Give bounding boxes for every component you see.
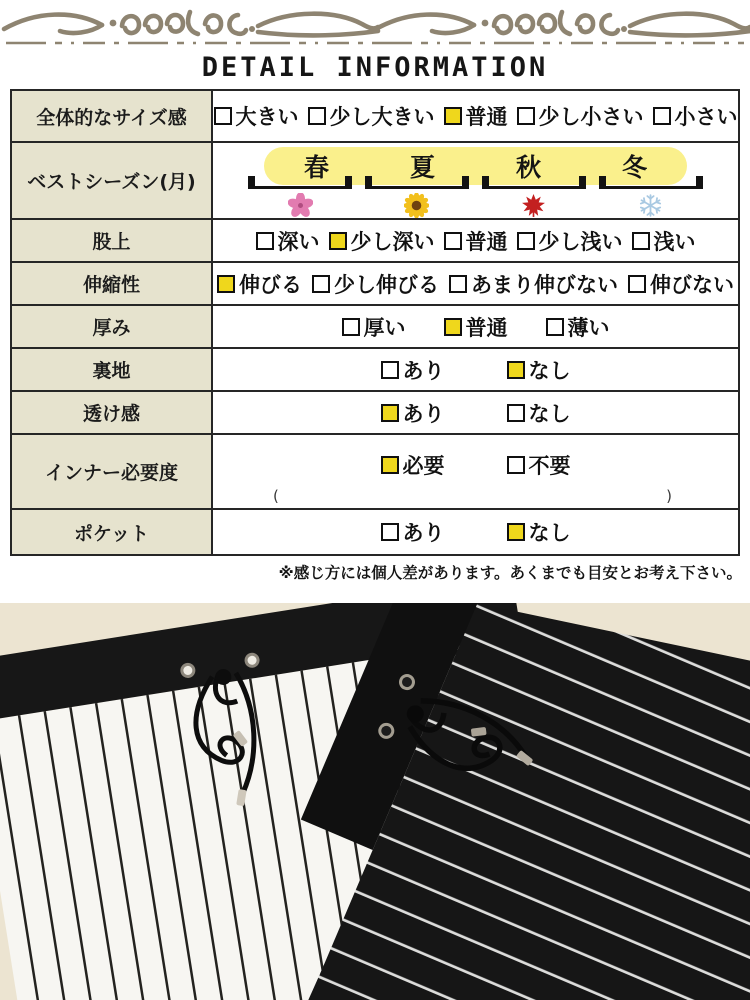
- checkbox-unchecked-icon: [342, 318, 360, 336]
- season-range-bracket: [248, 176, 352, 189]
- option-label: 普通: [465, 229, 508, 254]
- option-item: [517, 226, 623, 256]
- empty-note-parens: [273, 487, 672, 505]
- row-header: 透け感: [11, 391, 212, 434]
- checkbox-checked-icon: [381, 456, 399, 474]
- table-row: [11, 305, 739, 348]
- checkbox-unchecked-icon: [517, 107, 535, 125]
- detail-table: [10, 89, 740, 556]
- option-label: 不要: [528, 453, 571, 478]
- striped-pants-photo: [0, 603, 750, 1000]
- sunflower-icon: [365, 192, 469, 218]
- table-row: [11, 391, 739, 434]
- row-value-cell: [212, 305, 739, 348]
- row-value-cell: [212, 219, 739, 262]
- checkbox-unchecked-icon: [312, 275, 330, 293]
- checkbox-unchecked-icon: [507, 456, 525, 474]
- checkbox-checked-icon: [381, 404, 399, 422]
- row-value-cell: [212, 391, 739, 434]
- option-label: 必要: [402, 453, 445, 478]
- page-title: DETAIL INFORMATION: [201, 52, 549, 83]
- season-range-bracket: [482, 176, 586, 189]
- option-label: 深い: [277, 229, 320, 254]
- options-group: [217, 517, 734, 547]
- row-header: ポケット: [11, 509, 212, 555]
- checkbox-unchecked-icon: [256, 232, 274, 250]
- checkbox-unchecked-icon: [653, 107, 671, 125]
- checkbox-unchecked-icon: [546, 318, 564, 336]
- row-value-cell: [212, 90, 739, 142]
- option-label: あり: [402, 401, 445, 426]
- option-label: あり: [402, 521, 445, 545]
- options-group: [217, 101, 738, 131]
- option-label: 普通: [465, 105, 508, 129]
- option-item: [444, 101, 508, 131]
- option-item: [628, 269, 734, 299]
- option-label: 普通: [465, 315, 508, 340]
- table-row: [11, 219, 739, 262]
- option-label: 少し大きい: [329, 105, 435, 129]
- option-item: [632, 226, 696, 256]
- checkbox-unchecked-icon: [507, 404, 525, 422]
- row-value-cell: [212, 434, 739, 509]
- option-label: 小さい: [674, 105, 738, 129]
- row-header: 厚み: [11, 305, 212, 348]
- table-row: [11, 90, 739, 142]
- checkbox-checked-icon: [217, 275, 235, 293]
- table-row: [11, 434, 739, 509]
- option-item: [381, 450, 445, 480]
- row-header: 伸縮性: [11, 262, 212, 305]
- option-label: 伸びない: [650, 272, 734, 297]
- season-range-bracket: [365, 176, 469, 189]
- checkbox-unchecked-icon: [449, 275, 467, 293]
- option-item: [507, 398, 571, 428]
- footnote: ※感じ方には個人差があります。あくまでも目安とお考え下さい。: [278, 564, 742, 582]
- row-header: インナー必要度: [11, 434, 212, 509]
- option-item: [381, 517, 445, 547]
- option-item: [517, 101, 644, 131]
- table-row: [11, 262, 739, 305]
- option-label: 厚い: [363, 315, 406, 340]
- paren-close: ): [666, 487, 672, 505]
- checkbox-checked-icon: [444, 318, 462, 336]
- row-value-cell: [212, 262, 739, 305]
- option-label: 少し伸びる: [334, 272, 439, 297]
- checkbox-unchecked-icon: [381, 523, 399, 541]
- option-label: 少し深い: [350, 229, 435, 254]
- option-item: [342, 312, 406, 342]
- option-item: [217, 269, 302, 299]
- row-value-cell: [212, 509, 739, 555]
- checkbox-unchecked-icon: [381, 361, 399, 379]
- option-label: 浅い: [653, 229, 696, 254]
- option-label: 薄い: [567, 315, 610, 340]
- option-item: [214, 101, 299, 131]
- option-item: [507, 450, 571, 480]
- checkbox-checked-icon: [444, 107, 462, 125]
- row-value-cell: [212, 348, 739, 391]
- checkbox-checked-icon: [507, 523, 525, 541]
- checkbox-unchecked-icon: [632, 232, 650, 250]
- option-item: [308, 101, 435, 131]
- option-item: [312, 269, 439, 299]
- option-item: [546, 312, 610, 342]
- row-value-cell: [212, 142, 739, 219]
- option-item: [381, 398, 445, 428]
- option-label: 大きい: [235, 105, 299, 129]
- checkbox-unchecked-icon: [214, 107, 232, 125]
- option-item: [381, 355, 445, 385]
- option-label: 伸びる: [239, 272, 302, 297]
- option-item: [653, 101, 738, 131]
- option-label: なし: [528, 401, 571, 426]
- option-label: なし: [528, 358, 571, 383]
- options-group: [217, 450, 734, 480]
- option-label: 少し小さい: [538, 105, 644, 129]
- row-header: 全体的なサイズ感: [11, 90, 212, 142]
- checkbox-checked-icon: [507, 361, 525, 379]
- eyelet: [245, 653, 259, 667]
- option-item: [329, 226, 435, 256]
- option-item: [444, 312, 508, 342]
- option-label: 少し浅い: [538, 229, 623, 254]
- snowflake-icon: [599, 192, 703, 218]
- checkbox-unchecked-icon: [444, 232, 462, 250]
- season-row: [217, 143, 734, 218]
- season-label: 春: [304, 153, 330, 182]
- product-photo-image: [0, 603, 750, 1000]
- paren-open: (: [273, 487, 279, 505]
- option-label: あり: [402, 358, 445, 383]
- row-header: 裏地: [11, 348, 212, 391]
- checkbox-unchecked-icon: [308, 107, 326, 125]
- checkbox-unchecked-icon: [517, 232, 535, 250]
- ornamental-flourish: [0, 2, 750, 48]
- season-label: 冬: [621, 153, 647, 182]
- maple-leaf-icon: [482, 192, 586, 218]
- options-group: [217, 312, 734, 342]
- options-group: [217, 269, 734, 299]
- checkbox-unchecked-icon: [628, 275, 646, 293]
- table-row: [11, 509, 739, 555]
- option-item: [444, 226, 508, 256]
- season-brackets: [248, 176, 703, 189]
- row-header: ベストシーズン(月): [11, 142, 212, 219]
- option-item: [507, 355, 571, 385]
- checkbox-checked-icon: [329, 232, 347, 250]
- season-range-bracket: [599, 176, 703, 189]
- options-group: [217, 355, 734, 385]
- season-icons: [248, 192, 703, 218]
- option-item: [507, 517, 571, 547]
- option-item: [256, 226, 320, 256]
- season-label: 秋: [515, 153, 541, 182]
- option-label: なし: [528, 521, 571, 545]
- option-item: [449, 269, 618, 299]
- options-group: [217, 226, 734, 256]
- option-label: あまり伸びない: [471, 272, 618, 297]
- table-row: [11, 142, 739, 219]
- eyelet: [181, 664, 195, 678]
- options-group: [217, 398, 734, 428]
- table-row: [11, 348, 739, 391]
- season-label: 夏: [410, 153, 436, 182]
- row-header: 股上: [11, 219, 212, 262]
- cherry-blossom-icon: [248, 192, 352, 218]
